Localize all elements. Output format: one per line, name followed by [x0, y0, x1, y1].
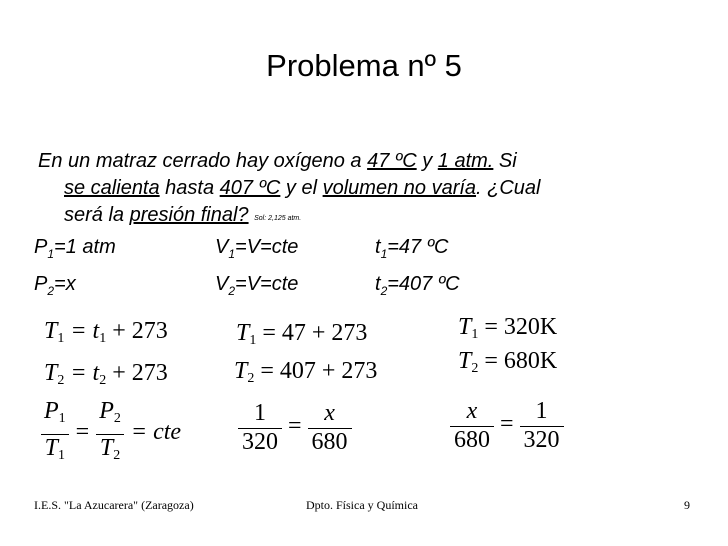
v1-value: $V_1=V=cte$	[215, 236, 299, 261]
page-number: 9	[684, 498, 690, 512]
proportion-middle: $\frac{1}{320}$ = $\frac{x}{680}$	[238, 400, 352, 455]
pressure-initial: 1 atm.	[437, 150, 494, 172]
fraction-p1-t1: $\frac{P_1}{T_1}$	[40, 398, 70, 469]
problem-statement	[38, 148, 541, 232]
t1-value: $t_1=47$ ºC	[375, 236, 449, 261]
statement-text: En un matraz cerrado hay oxígeno a	[38, 150, 368, 172]
fraction-p2-t2: $\frac{P_2}{T_2}$	[95, 398, 125, 469]
v2-value: $V_2=V=cte$	[215, 273, 299, 298]
eq-t2-numeric: $T_2 = 407 + 273$	[234, 358, 378, 386]
p1-value: $P_1=1$ atm	[34, 236, 116, 261]
final-pressure-question: presión final?	[129, 204, 249, 226]
eq-t2-formula: $T_2 = t_2 + 273$	[44, 360, 168, 388]
gay-lussac-law: $\frac{P_1}{T_1}$ = $\frac{P_2}{T_2}$ = cte	[40, 398, 181, 469]
heating-text: se calienta	[64, 177, 160, 199]
eq-t1-numeric: $T_1 = 47 + 273$	[236, 320, 368, 348]
t2-value: $t_2=407$ ºC	[375, 273, 460, 298]
footer-department: Dpto. Física y Química	[306, 498, 418, 512]
p2-value: $P_2=x$	[34, 273, 76, 298]
proportion-right: $\frac{x}{680}$ = $\frac{1}{320}$	[450, 398, 564, 453]
eq-t1-formula: $T_1 = t_1 + 273$	[44, 318, 168, 346]
fraction-x-680-right: $\frac{x}{680}$	[450, 398, 494, 453]
eq-t2-kelvin: $T_2 = 680K$	[458, 348, 558, 376]
statement-text: será la	[64, 204, 130, 226]
fraction-x-680: $\frac{x}{680}$	[308, 400, 352, 455]
statement-text: hasta	[159, 177, 220, 199]
statement-text: Si	[493, 150, 517, 172]
solution-note: Sol: 2,125 atm.	[254, 215, 302, 222]
fraction-1-320: $\frac{1}{320}$	[238, 400, 282, 455]
fraction-1-320-right: $\frac{1}{320}$	[520, 398, 564, 453]
slide-title: Problema nº 5	[266, 48, 462, 83]
temperature-final: 407 ºC	[219, 177, 281, 199]
eq-t1-kelvin: $T_1 = 320K$	[458, 314, 558, 342]
statement-text: . ¿Cual	[476, 177, 541, 199]
footer-school: I.E.S. "La Azucarera" (Zaragoza)	[34, 498, 194, 512]
statement-text: y	[416, 150, 438, 172]
statement-line-3	[38, 202, 541, 232]
temperature-initial: 47 ºC	[367, 150, 417, 172]
statement-text: y el	[280, 177, 323, 199]
statement-line-1	[38, 148, 541, 175]
statement-line-2	[38, 175, 541, 202]
constant-volume-text: volumen no varía	[322, 177, 477, 199]
